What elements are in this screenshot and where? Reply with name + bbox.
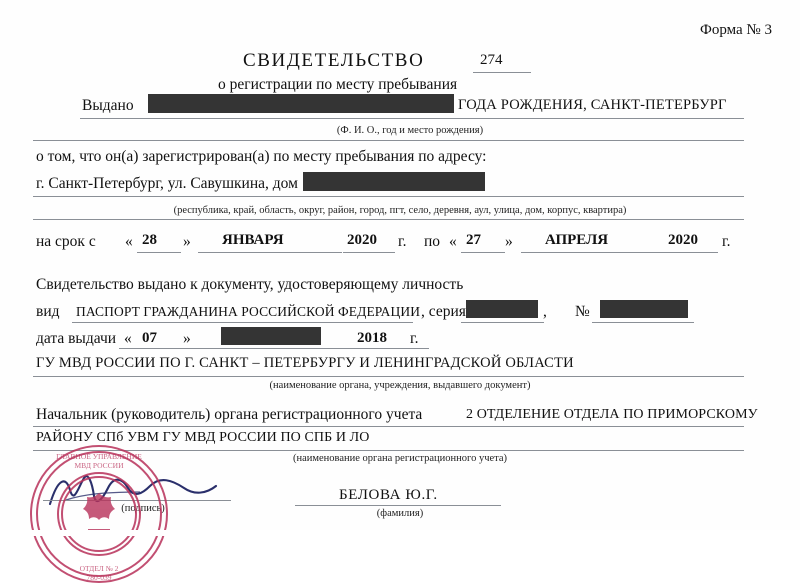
term-quote-close-2: » <box>505 233 513 250</box>
number-label: № <box>575 303 590 320</box>
redaction-series <box>466 300 538 318</box>
issue-date-year: 2018 <box>357 330 387 346</box>
form-number: Форма № 3 <box>700 22 772 38</box>
term-quote-close-1: » <box>183 233 191 250</box>
term-year-from: 2020 <box>347 232 377 248</box>
term-year-to: 2020 <box>668 232 698 248</box>
term-month-from: ЯНВАРЯ <box>222 232 284 248</box>
svg-text:ГЛАВНОЕ УПРАВЛЕНИЕ: ГЛАВНОЕ УПРАВЛЕНИЕ <box>56 452 142 461</box>
issue-date-quote-close: » <box>183 330 191 347</box>
page-subtitle: о регистрации по месту пребывания <box>218 76 458 93</box>
identity-document-statement: Свидетельство выдано к документу, удостоверяющему личность <box>36 276 464 293</box>
surname-rule <box>295 505 501 506</box>
registration-statement: о том, что он(а) зарегистрирован(а) по месту пребывания по адресу: <box>36 148 487 165</box>
certificate-number: 274 <box>480 52 503 68</box>
svg-text:МВД РОССИИ: МВД РОССИИ <box>74 461 124 470</box>
issue-date-label: дата выдачи <box>36 330 117 347</box>
svg-text:780-039: 780-039 <box>86 573 112 582</box>
series-rule <box>461 322 544 323</box>
term-g-2: г. <box>722 233 731 250</box>
redaction-name <box>148 94 454 113</box>
term-quote-open-2: « <box>449 233 457 250</box>
issued-rule-2 <box>33 140 744 141</box>
address-value: г. Санкт-Петербург, ул. Савушкина, дом <box>36 175 298 192</box>
caption-fio: (Ф. И. О., год и место рождения) <box>336 125 484 136</box>
issued-birth-place: ГОДА РОЖДЕНИЯ, САНКТ-ПЕТЕРБУРГ <box>458 97 727 113</box>
term-po: по <box>424 233 441 250</box>
caption-issuing-authority: (наименование органа, учреждения, выдавшего документ) <box>269 380 531 391</box>
term-quote-open-1: « <box>125 233 133 250</box>
series-label: , серия <box>421 303 466 320</box>
issue-date-rule <box>119 348 429 349</box>
term-month-from-rule <box>198 252 342 253</box>
term-day-from-rule <box>137 252 181 253</box>
redaction-issue-month <box>221 327 321 345</box>
document-type-value: ПАСПОРТ ГРАЖДАНИНА РОССИЙСКОЙ ФЕДЕРАЦИИ <box>76 304 421 319</box>
issue-date-day: 07 <box>142 330 157 346</box>
redaction-number <box>600 300 688 318</box>
term-day-to-rule <box>461 252 505 253</box>
term-day-to: 27 <box>466 232 481 248</box>
term-month-to-rule <box>521 252 665 253</box>
registration-organ-rule-1 <box>33 426 744 427</box>
chief-label: Начальник (руководитель) органа регистрационного учета <box>36 406 423 423</box>
issued-rule <box>80 118 744 119</box>
document-type-rule <box>72 322 413 323</box>
issue-date-quote-open: « <box>124 330 132 347</box>
term-month-to: АПРЕЛЯ <box>545 232 609 248</box>
term-year-to-rule <box>664 252 718 253</box>
issuing-authority-rule <box>33 376 744 377</box>
certificate-number-rule <box>473 72 531 73</box>
term-prefix: на срок с <box>36 233 96 250</box>
official-stamp <box>28 443 170 585</box>
term-day-from: 28 <box>142 232 157 248</box>
redaction-address <box>303 172 485 191</box>
caption-address: (республика, край, область, округ, район, город, пгт, село, деревня, аул, улица, дом, корпус, квартира) <box>173 205 627 216</box>
term-year-from-rule <box>343 252 395 253</box>
issued-label: Выдано <box>82 97 134 114</box>
surname-value: БЕЛОВА Ю.Г. <box>339 487 438 503</box>
page-edge <box>0 530 800 536</box>
address-rule <box>33 196 744 197</box>
page-title: СВИДЕТЕЛЬСТВО <box>243 50 425 71</box>
issue-date-g: г. <box>410 330 419 347</box>
caption-surname: (фамилия) <box>376 508 424 519</box>
registration-organ-line-1: 2 ОТДЕЛЕНИЕ ОТДЕЛА ПО ПРИМОРСКОМУ <box>466 407 758 422</box>
series-comma: , <box>543 303 547 320</box>
svg-text:ОТДЕЛ № 2: ОТДЕЛ № 2 <box>79 564 119 573</box>
caption-registration-organ: (наименование органа регистрационного учета) <box>292 453 508 464</box>
registration-organ-line-2: РАЙОНУ СПб УВМ ГУ МВД РОССИИ ПО СПБ И ЛО <box>36 430 370 445</box>
caption-signature: (подпись) <box>121 503 165 514</box>
document-type-label: вид <box>36 303 60 320</box>
number-rule <box>592 322 694 323</box>
issuing-authority-value: ГУ МВД РОССИИ ПО Г. САНКТ – ПЕТЕРБУРГУ И ЛЕНИНГРАДСКОЙ ОБЛАСТИ <box>36 355 574 371</box>
address-rule-2 <box>33 219 744 220</box>
term-g-1: г. <box>398 233 407 250</box>
